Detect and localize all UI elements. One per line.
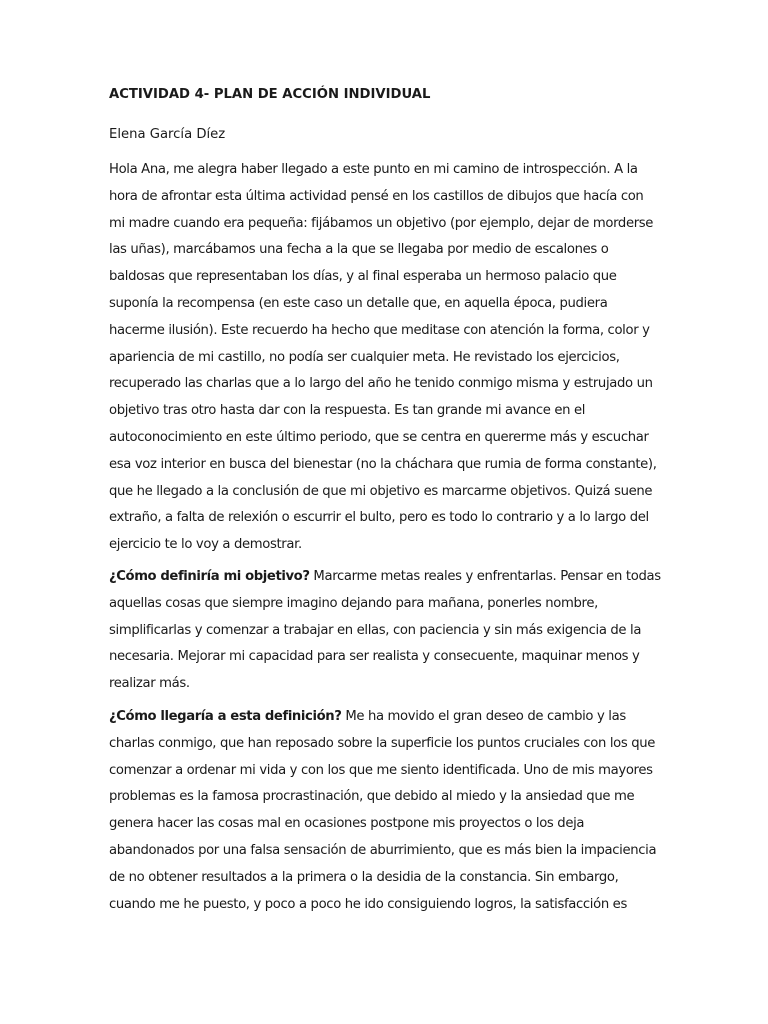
- objective-paragraph: [109, 564, 661, 698]
- document-page: [109, 84, 661, 923]
- author-name: Elena García Díez: [109, 127, 226, 142]
- document-title: ACTIVIDAD 4- PLAN DE ACCIÓN INDIVIDUAL: [109, 87, 431, 102]
- objective-question: ¿Cómo definiría mi objetivo?: [109, 568, 310, 584]
- intro-paragraph: Hola Ana, me alegra haber llegado a este punto en mi camino de introspección. A la hora de afrontar esta última actividad pensé en los castillos de dibujos que hacía con mi madre cuando era pequeña: fijábamos un objetivo (por ejemplo, dejar de morderse las uñas), marcábamos una fecha a la que se llegaba por medio de escalones o baldosas que representaban los días, y al final esperaba un hermoso palacio que suponía la recompensa (en este caso un detalle que, en aquella época, pudiera hacerme ilusión). Este recuerdo ha hecho que meditase con atención la forma, color y apariencia de mi castillo, no podía ser cualquier meta. He revistado los ejercicios, recuperado las charlas que a lo largo del año he tenido conmigo misma y estrujado un objetivo tras otro hasta dar con la respuesta. Es tan grande mi avance en el autoconocimiento en este último periodo, que se centra en quererme más y escuchar esa voz interior en busca del bienestar (no la cháchara que rumia de forma constante), que he llegado a la conclusión de que mi objetivo es marcarme objetivos. Quizá suene extraño, a falta de relexión o escurrir el bulto, pero es todo lo contrario y a lo largo del ejercicio te lo voy a demostrar.: [109, 162, 657, 553]
- definition-answer: Me ha movido el gran deseo de cambio y las charlas conmigo, que han reposado sobre la superficie los puntos cruciales con los que comenzar a ordenar mi vida y con los que me siento identificada. Uno de mis mayores problemas es la famosa procrastinación, que debido al miedo y la ansiedad que me genera hacer las cosas mal en ocasiones postpone mis proyectos o los deja abandonados por una falsa sensación de aburrimiento, que es más bien la impaciencia de no obtener resultados a la primera o la desidia de la constancia. Sin embargo, cuando me he puesto, y poco a poco he ido consiguiendo logros, la satisfacción es: [109, 708, 657, 912]
- definition-paragraph: [109, 704, 661, 918]
- definition-question: ¿Cómo llegaría a esta definición?: [109, 708, 342, 724]
- objective-answer: Marcarme metas reales y enfrentarlas. Pensar en todas aquellas cosas que siempre imagino dejando para mañana, ponerles nombre, simplificarlas y comenzar a trabajar en ellas, con paciencia y sin más exigencia de la necesaria. Mejorar mi capacidad para ser realista y consecuente, maquinar menos y realizar más.: [109, 568, 661, 692]
